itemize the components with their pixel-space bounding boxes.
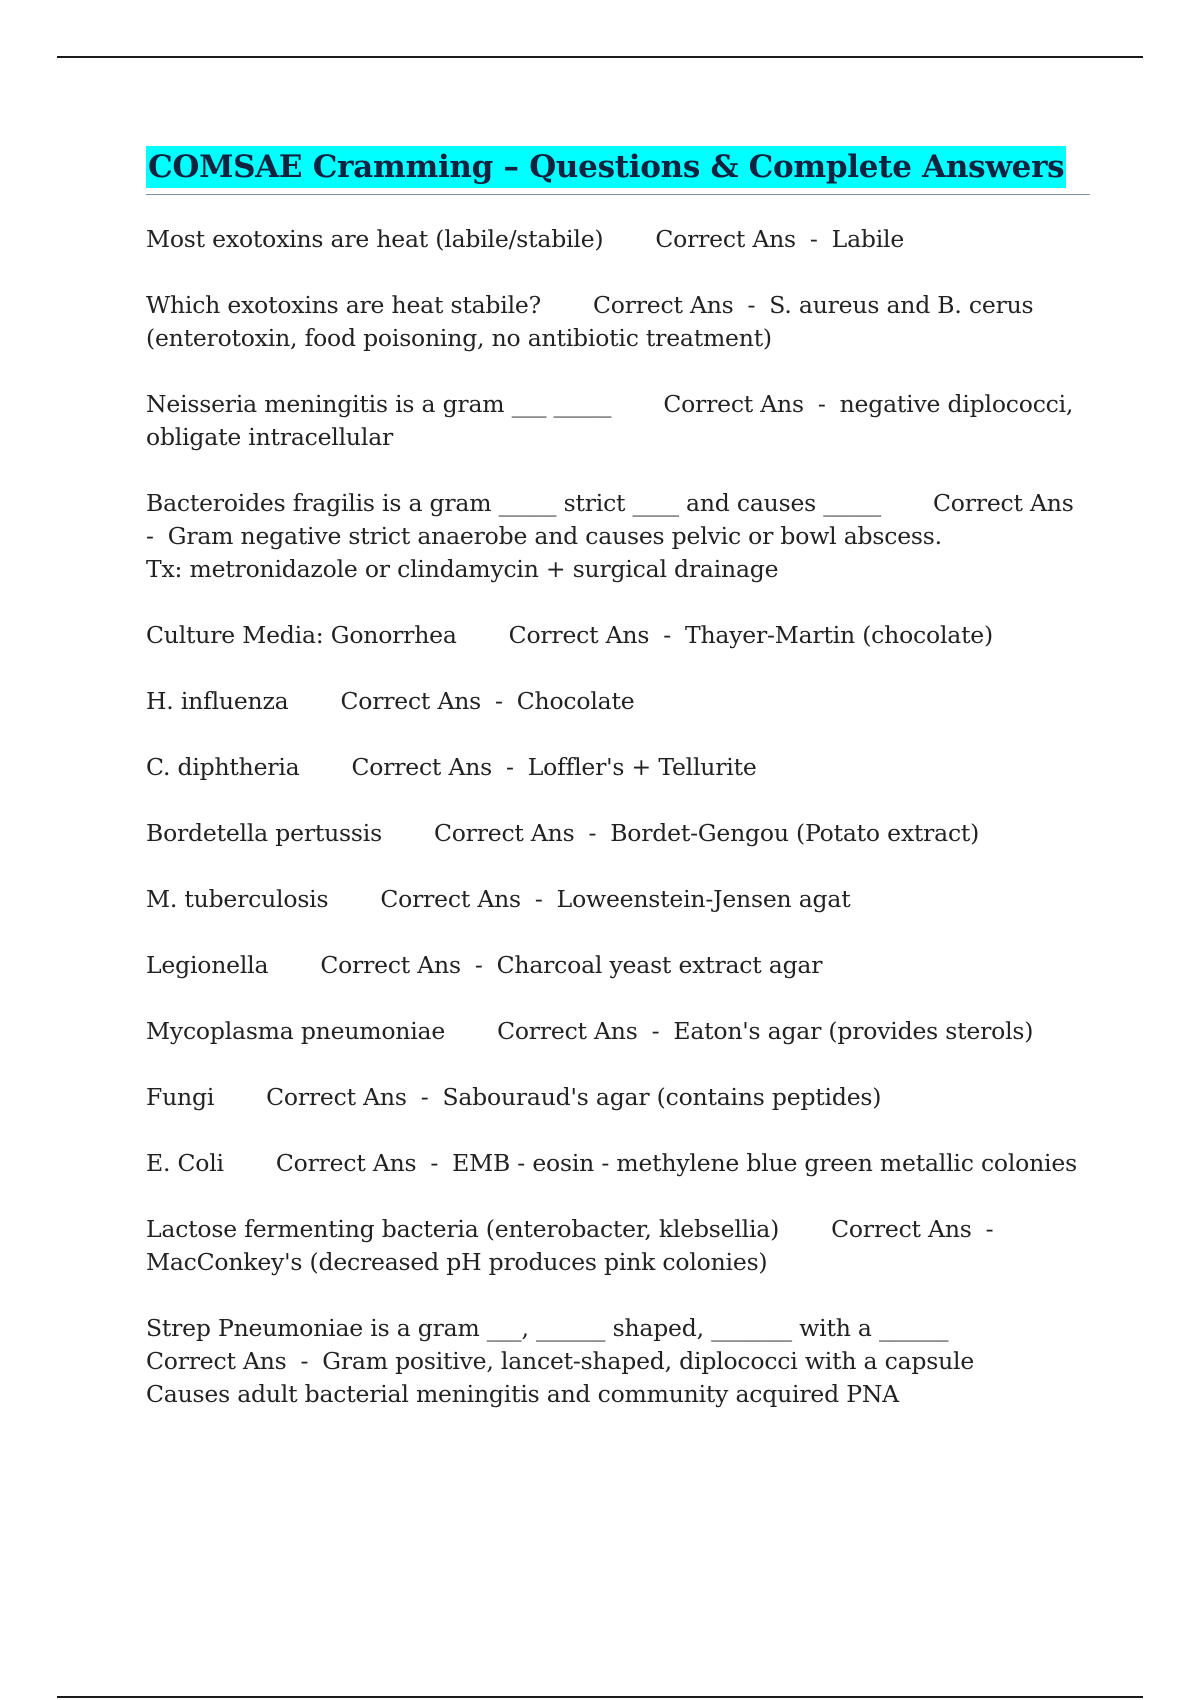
qa-item xyxy=(146,223,1090,256)
question-text: Fungi xyxy=(146,1083,215,1111)
question-text: C. diphtheria xyxy=(146,753,300,781)
qa-item xyxy=(146,1312,1090,1411)
correct-ans-label: Correct Ans xyxy=(508,621,650,649)
answer-dash: - xyxy=(474,951,483,979)
correct-ans-label: Correct Ans xyxy=(146,1347,287,1375)
answer-text: negative diplococci, obligate intracellular xyxy=(146,390,1081,451)
correct-ans-label: Correct Ans xyxy=(433,819,575,847)
question-text: Bacteroides fragilis is a gram _____ strict ____ and causes _____ xyxy=(146,489,882,517)
correct-ans-label: Correct Ans xyxy=(655,225,796,253)
question-text: Lactose fermenting bacteria (enterobacter, klebsellia) xyxy=(146,1215,780,1243)
question-text: Neisseria meningitis is a gram ___ _____ xyxy=(146,390,612,418)
qa-item xyxy=(146,751,1090,784)
qa-item xyxy=(146,1213,1090,1279)
answer-dash: - xyxy=(651,1017,660,1045)
qa-item xyxy=(146,685,1090,718)
answer-text: Chocolate xyxy=(516,687,635,715)
qa-item xyxy=(146,949,1090,982)
correct-ans-label: Correct Ans xyxy=(320,951,461,979)
answer-dash: - xyxy=(747,291,756,319)
question-text: H. influenza xyxy=(146,687,289,715)
qa-item xyxy=(146,388,1090,454)
answer-dash: - xyxy=(506,753,514,781)
correct-ans-label: Correct Ans xyxy=(831,1215,972,1243)
question-text: Strep Pneumoniae is a gram ___, ______ shaped, _______ with a ______ xyxy=(146,1314,949,1342)
question-text: M. tuberculosis xyxy=(146,885,329,913)
qa-item xyxy=(146,1015,1090,1048)
page-title: COMSAE Cramming – Questions & Complete Answers xyxy=(146,146,1066,188)
qa-item xyxy=(146,289,1090,355)
qa-list xyxy=(146,223,1090,1411)
qa-item xyxy=(146,619,1090,652)
correct-ans-label: Correct Ans xyxy=(275,1149,417,1177)
answer-text: EMB - eosin - methylene blue green metallic colonies xyxy=(452,1149,1077,1177)
correct-ans-label: Correct Ans xyxy=(380,885,521,913)
answer-text: Bordet-Gengou (Potato extract) xyxy=(610,819,980,847)
header-rule xyxy=(57,56,1143,58)
question-text: Legionella xyxy=(146,951,269,979)
answer-text: Loweenstein-Jensen agat xyxy=(556,885,851,913)
answer-dash: - xyxy=(817,390,826,418)
answer-text: Gram negative strict anaerobe and causes pelvic or bowl abscess. Tx: metronidazole or clindamycin + surgical drainage xyxy=(146,522,942,583)
footer-rule xyxy=(57,1696,1143,1698)
qa-item xyxy=(146,1081,1090,1114)
correct-ans-label: Correct Ans xyxy=(593,291,734,319)
question-text: Bordetella pertussis xyxy=(146,819,382,847)
answer-dash: - xyxy=(300,1347,309,1375)
answer-dash: - xyxy=(430,1149,439,1177)
question-text: E. Coli xyxy=(146,1149,224,1177)
correct-ans-label: Correct Ans xyxy=(340,687,482,715)
correct-ans-label: Correct Ans xyxy=(933,489,1074,517)
answer-text: S. aureus and B. cerus (enterotoxin, food poisoning, no antibiotic treatment) xyxy=(146,291,1041,352)
correct-ans-label: Correct Ans xyxy=(663,390,804,418)
question-text: Mycoplasma pneumoniae xyxy=(146,1017,446,1045)
qa-item xyxy=(146,1147,1090,1180)
answer-dash: - xyxy=(495,687,503,715)
qa-item xyxy=(146,883,1090,916)
question-text: Most exotoxins are heat (labile/stabile) xyxy=(146,225,604,253)
answer-dash: - xyxy=(534,885,543,913)
correct-ans-label: Correct Ans xyxy=(266,1083,407,1111)
qa-item xyxy=(146,487,1090,586)
title-block xyxy=(146,146,1090,195)
answer-dash: - xyxy=(809,225,818,253)
answer-text: Labile xyxy=(831,225,905,253)
document-body xyxy=(146,146,1090,1444)
answer-dash: - xyxy=(146,522,154,550)
correct-ans-label: Correct Ans xyxy=(497,1017,638,1045)
answer-text: Charcoal yeast extract agar xyxy=(496,951,823,979)
question-text: Culture Media: Gonorrhea xyxy=(146,621,457,649)
answer-text: MacConkey's (decreased pH produces pink colonies) xyxy=(146,1248,768,1276)
qa-item xyxy=(146,817,1090,850)
answer-text: Loffler's + Tellurite xyxy=(527,753,757,781)
answer-dash: - xyxy=(985,1215,994,1243)
answer-dash: - xyxy=(420,1083,429,1111)
answer-text: Thayer-Martin (chocolate) xyxy=(684,621,993,649)
answer-text: Sabouraud's agar (contains peptides) xyxy=(442,1083,882,1111)
answer-dash: - xyxy=(588,819,597,847)
answer-dash: - xyxy=(663,621,671,649)
correct-ans-label: Correct Ans xyxy=(351,753,493,781)
question-text: Which exotoxins are heat stabile? xyxy=(146,291,541,319)
answer-text: Gram positive, lancet-shaped, diplococci with a capsule Causes adult bacterial meningitis and community acquired PNA xyxy=(146,1347,975,1408)
answer-text: Eaton's agar (provides sterols) xyxy=(673,1017,1034,1045)
